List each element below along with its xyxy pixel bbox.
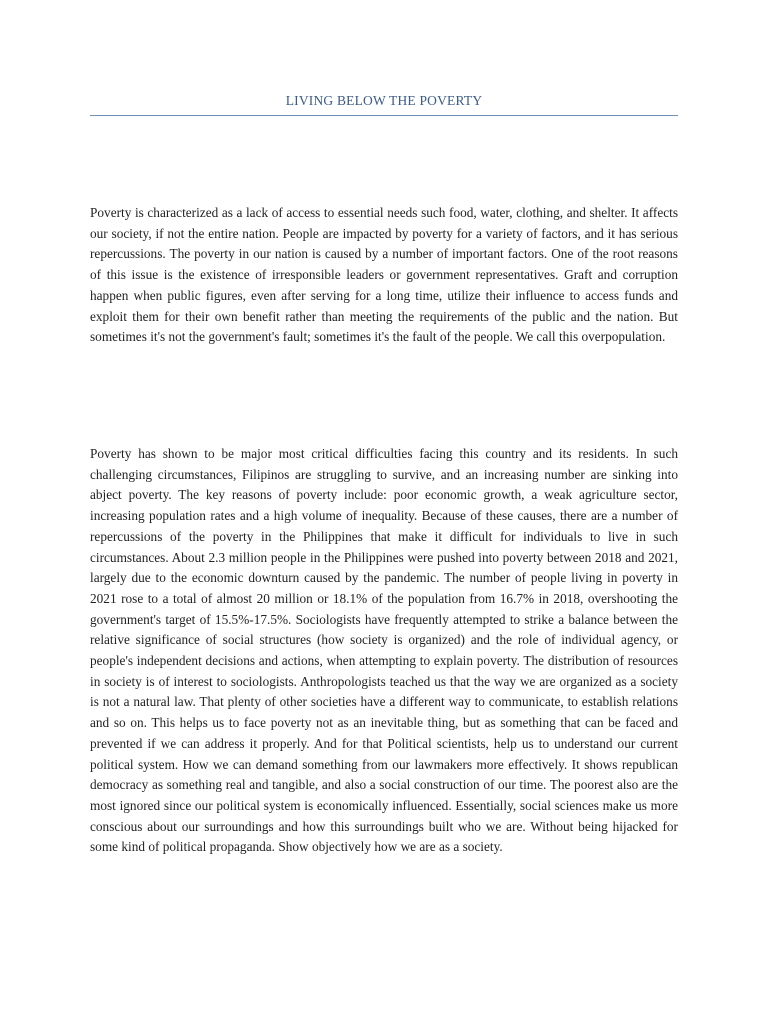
title-underline	[90, 115, 678, 116]
paragraph-2: Poverty has shown to be major most critical difficulties facing this country and its residents. In such challenging circumstances, Filipinos are struggling to survive, and an increasing number are sinking into abject poverty. The key reasons of poverty include: poor economic growth, a weak agriculture sector, increasing population rates and a high volume of inequality. Because of these causes, there are a number of repercussions of the poverty in the Philippines that make it difficult for individuals to live in such circumstances. About 2.3 million people in the Philippines were pushed into poverty between 2018 and 2021, largely due to the economic downturn caused by the pandemic. The number of people living in poverty in 2021 rose to a total of almost 20 million or 18.1% of the population from 16.7% in 2018, overshooting the government's target of 15.5%-17.5%. Sociologists have frequently attempted to strike a balance between the relative significance of social structures (how society is organized) and the role of individual agency, or people's independent decisions and actions, when attempting to explain poverty. The distribution of resources in society is of interest to sociologists. Anthropologists teached us that the way we are organized as a society is not a natural law. That plenty of other societies have a different way to communicate, to establish relations and so on. This helps us to face poverty not as an inevitable thing, but as something that can be faced and prevented if we can address it properly. And for that Political scientists, help us to understand our current political system. How we can demand something from our lawmakers more effectively. It shows republican democracy as something real and tangible, and also a social construction of our time. The poorest also are the most ignored since our political system is economically influenced. Essentially, social sciences make us more conscious about our surroundings and how this surroundings built who we are. Without being hijacked for some kind of political propaganda. Show objectively how we are as a society.	[90, 446, 678, 855]
paragraph-1: Poverty is characterized as a lack of access to essential needs such food, water, clothing, and shelter. It affects our society, if not the entire nation. People are impacted by poverty for a variety of factors, and it has serious repercussions. The poverty in our nation is caused by a number of important factors. One of the root reasons of this issue is the existence of irresponsible leaders or government representatives. Graft and corruption happen when public figures, even after serving for a long time, utilize their influence to access funds and exploit them for their own benefit rather than meeting the requirements of the public and the nation. But sometimes it's not the government's fault; sometimes it's the fault of the people. We call this overpopulation.	[90, 205, 678, 345]
document-title: LIVING BELOW THE POVERTY	[285, 93, 483, 108]
